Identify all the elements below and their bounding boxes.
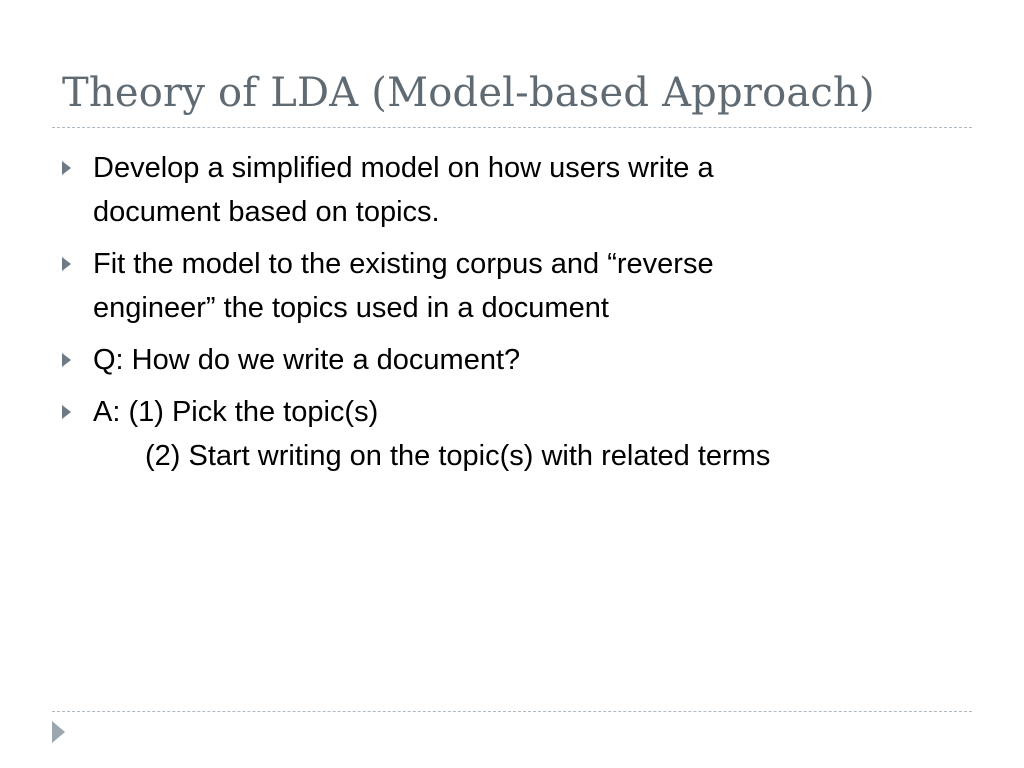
footer-divider [52, 711, 972, 712]
bullet-text: Q: How do we write a document? [93, 344, 521, 376]
bullet-list [62, 146, 942, 486]
bullet-text: (2) Start writing on the topic(s) with related terms [145, 440, 771, 472]
bullet-text: Develop a simplified model on how users write a [93, 152, 714, 184]
triangle-bullet-icon [62, 161, 71, 175]
triangle-bullet-icon [62, 257, 71, 271]
bullet-text: A: (1) Pick the topic(s) [93, 396, 379, 428]
slide-title: Theory of LDA (Model-based Approach) [62, 70, 875, 116]
bullet-text: Fit the model to the existing corpus and “reverse [93, 248, 714, 280]
bullet-item [62, 146, 942, 234]
bullet-item [62, 338, 942, 382]
bullet-item [62, 390, 942, 478]
next-slide-arrow-icon[interactable] [52, 721, 65, 743]
bullet-item [62, 242, 942, 330]
bullet-text: engineer” the topics used in a document [93, 292, 609, 324]
title-divider [52, 127, 972, 128]
triangle-bullet-icon [62, 353, 71, 367]
bullet-text: document based on topics. [93, 196, 440, 228]
triangle-bullet-icon [62, 405, 71, 419]
